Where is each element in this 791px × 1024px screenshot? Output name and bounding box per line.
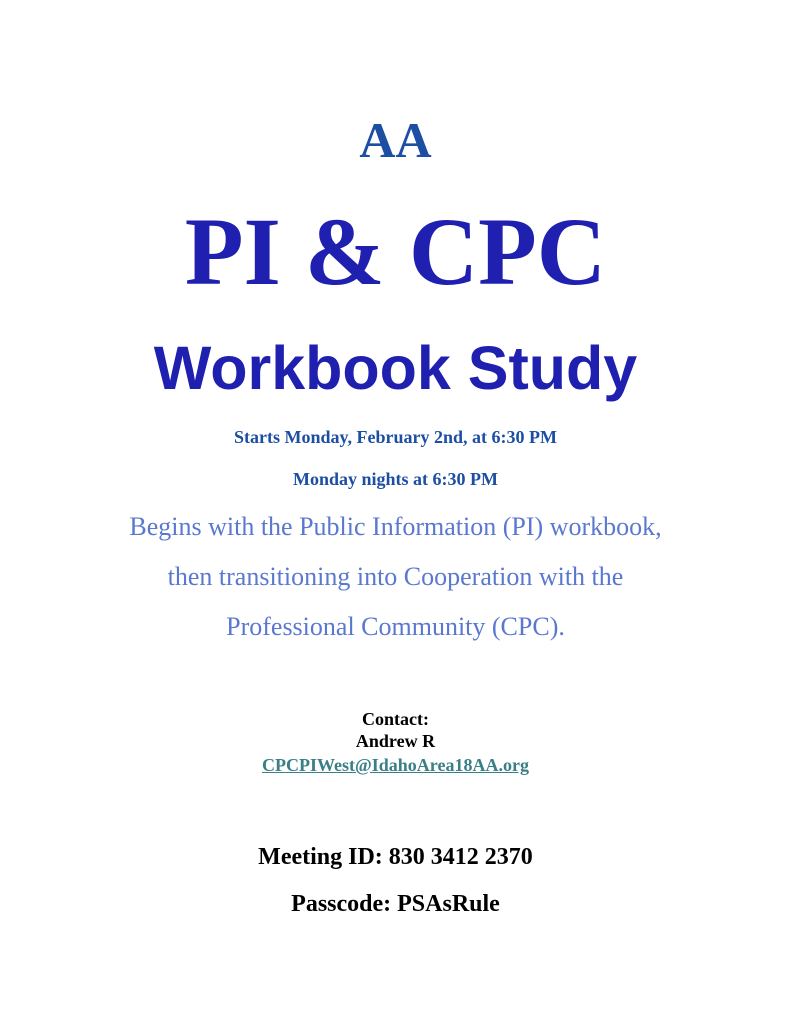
- meeting-passcode: Passcode: PSAsRule: [291, 891, 500, 917]
- description-line-1: Begins with the Public Information (PI) workbook,: [129, 512, 662, 541]
- page-title: PI & CPC: [184, 198, 607, 305]
- contact-name: Andrew R: [355, 731, 436, 751]
- contact-label: Contact:: [362, 709, 429, 729]
- description-line-2: then transitioning into Cooperation with the: [167, 562, 624, 591]
- description-line-3: Professional Community (CPC).: [226, 612, 565, 641]
- meeting-id: Meeting ID: 830 3412 2370: [258, 844, 533, 870]
- page-subtitle: Workbook Study: [153, 334, 638, 402]
- org-heading: AA: [359, 112, 432, 168]
- contact-email-link[interactable]: CPCPIWest@IdahoArea18AA.org: [262, 755, 529, 775]
- start-date-text: Starts Monday, February 2nd, at 6:30 PM: [234, 427, 557, 447]
- recurring-schedule-text: Monday nights at 6:30 PM: [292, 469, 498, 489]
